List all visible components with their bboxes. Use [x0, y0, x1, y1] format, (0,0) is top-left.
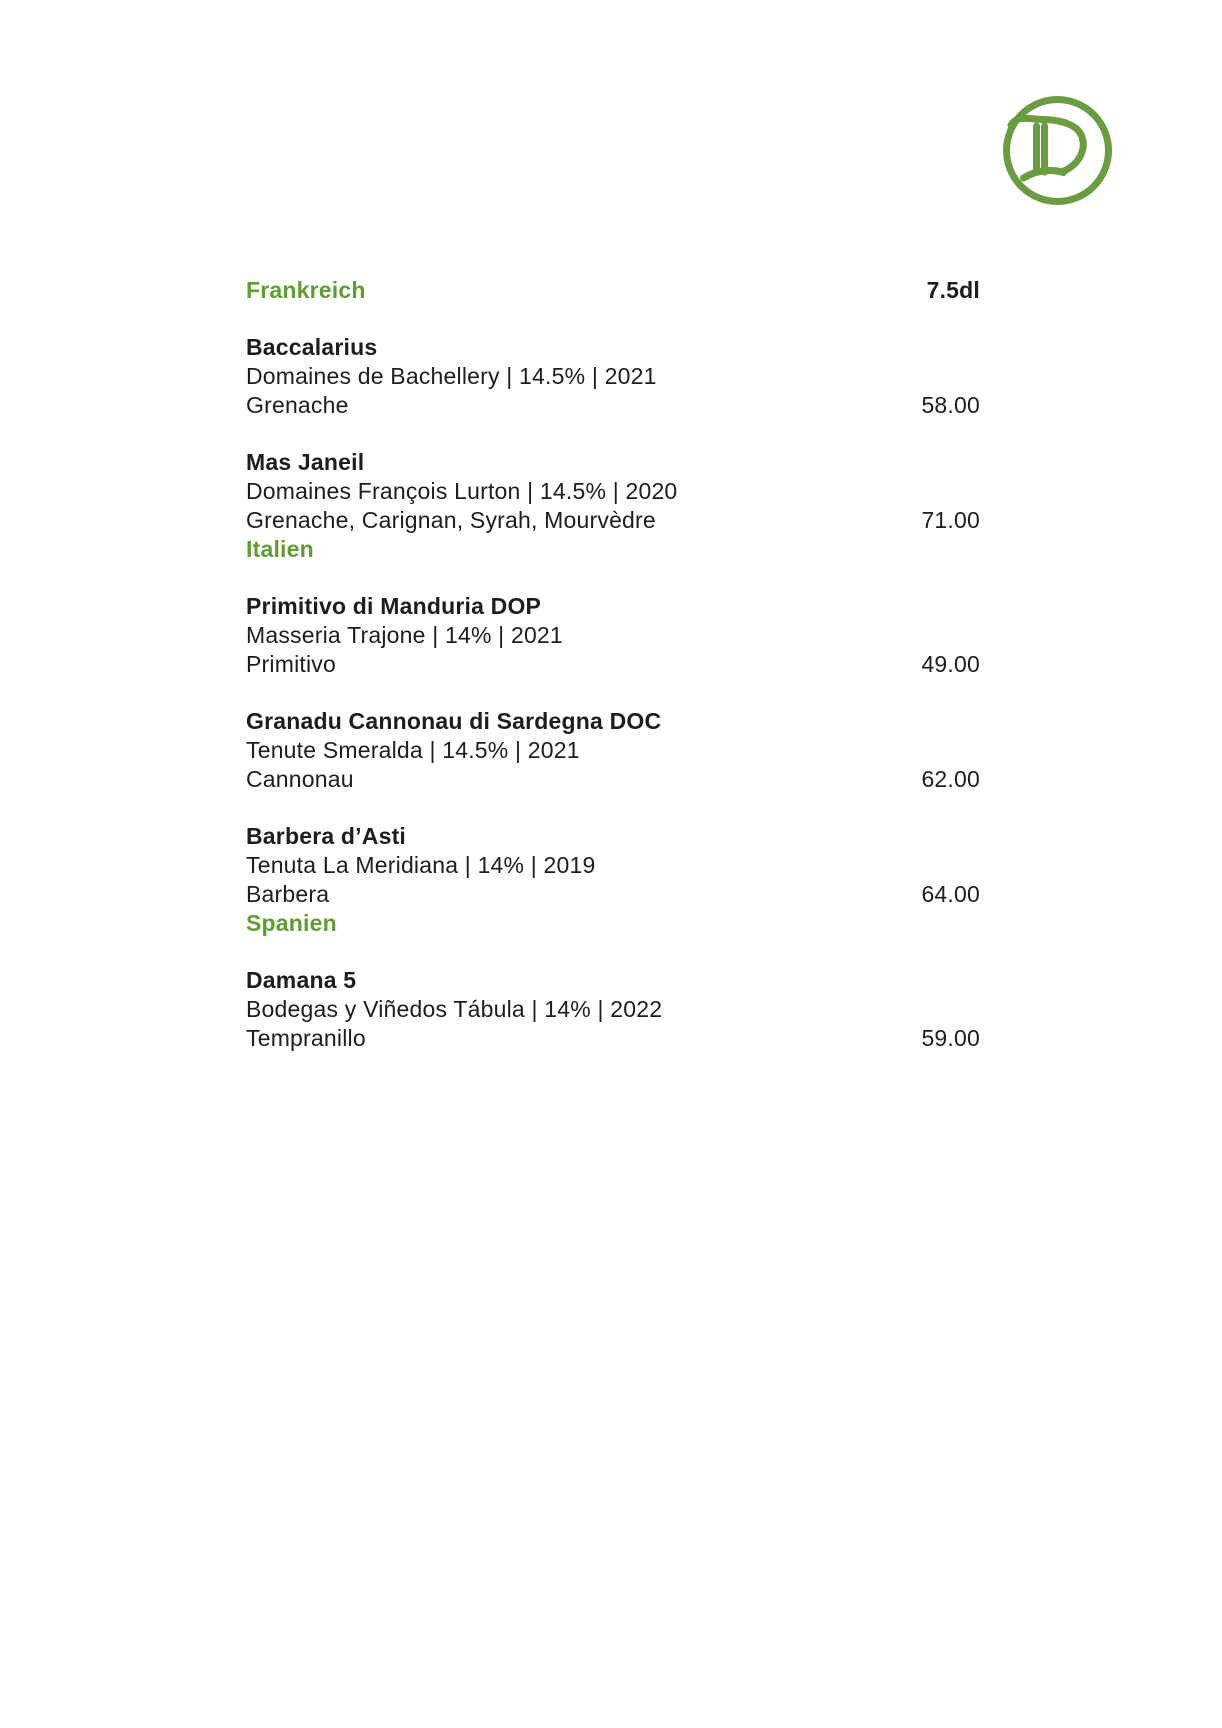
- wine-entry: [246, 333, 980, 420]
- menu-section-frankreich: [246, 276, 980, 535]
- wine-entry: [246, 707, 980, 794]
- menu-section-italien: [246, 535, 980, 909]
- wine-price: 64.00: [921, 881, 980, 907]
- wine-grapes-price-row: [246, 880, 980, 909]
- wine-name: Damana 5: [246, 967, 357, 993]
- wine-name: Primitivo di Manduria DOP: [246, 593, 542, 619]
- wine-producer-details: Tenute Smeralda | 14.5% | 2021: [246, 737, 580, 763]
- section-title: Spanien: [246, 910, 337, 936]
- wine-grapes-price-row: [246, 506, 980, 535]
- wine-grapes: Barbera: [246, 881, 330, 907]
- wine-name: Mas Janeil: [246, 449, 365, 475]
- wine-entry: [246, 822, 980, 909]
- wine-grapes-price-row: [246, 391, 980, 420]
- wine-producer-details: Masseria Trajone | 14% | 2021: [246, 622, 563, 648]
- wine-entry: [246, 448, 980, 535]
- wine-grapes: Tempranillo: [246, 1025, 366, 1051]
- wine-name: Barbera d’Asti: [246, 823, 407, 849]
- wine-grapes: Cannonau: [246, 766, 354, 792]
- wine-grapes: Primitivo: [246, 651, 336, 677]
- wine-grapes-price-row: [246, 650, 980, 679]
- wine-price: 71.00: [921, 507, 980, 533]
- wine-grapes: Grenache, Carignan, Syrah, Mourvèdre: [246, 507, 656, 533]
- d-monogram-icon: [1000, 94, 1115, 209]
- wine-entry: [246, 966, 980, 1053]
- wine-price: 59.00: [921, 1025, 980, 1051]
- menu-section-spanien: [246, 909, 980, 1053]
- wine-price: 58.00: [921, 392, 980, 418]
- wine-name: Baccalarius: [246, 334, 378, 360]
- wine-producer-details: Domaines François Lurton | 14.5% | 2020: [246, 478, 678, 504]
- wine-grapes-price-row: [246, 765, 980, 794]
- wine-price: 49.00: [921, 651, 980, 677]
- section-header-row: [246, 276, 980, 305]
- wine-grapes: Grenache: [246, 392, 349, 418]
- section-title: Frankreich: [246, 277, 366, 303]
- wine-price: 62.00: [921, 766, 980, 792]
- wine-grapes-price-row: [246, 1024, 980, 1053]
- restaurant-logo: [1000, 94, 1115, 209]
- wine-entry: [246, 592, 980, 679]
- section-title: Italien: [246, 536, 314, 562]
- wine-name: Granadu Cannonau di Sardegna DOC: [246, 708, 662, 734]
- section-header-row: [246, 535, 980, 564]
- wine-producer-details: Tenuta La Meridiana | 14% | 2019: [246, 852, 596, 878]
- volume-column-header: 7.5dl: [926, 277, 980, 303]
- wine-producer-details: Domaines de Bachellery | 14.5% | 2021: [246, 363, 657, 389]
- menu-content: [246, 276, 980, 1053]
- wine-producer-details: Bodegas y Viñedos Tábula | 14% | 2022: [246, 996, 663, 1022]
- section-header-row: [246, 909, 980, 938]
